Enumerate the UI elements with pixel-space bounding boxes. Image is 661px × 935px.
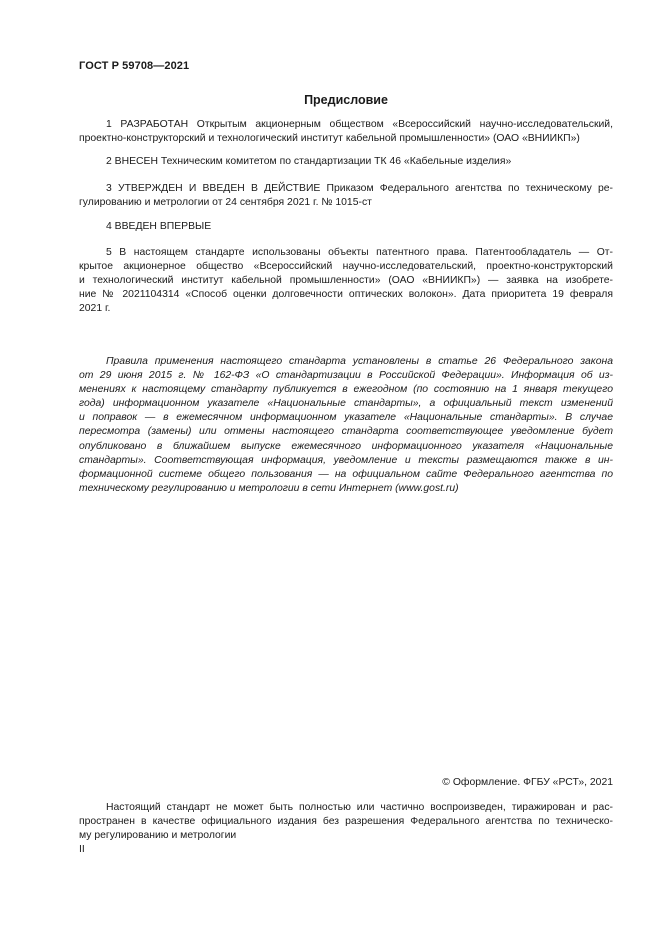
item-5-line-3: и технологический институт кабельной промышленности» (ОАО «ВНИИКП») — заявка на изобрете- [79,275,613,286]
notice-line-2: от 29 июня 2015 г. № 162-ФЗ «О стандартизации в Российской Федерации». Информация об из- [79,370,613,382]
foreword-item-4 [79,220,613,234]
page-number: II [79,844,85,855]
standard-code: ГОСТ Р 59708—2021 [79,60,190,72]
item-3-line-1: 3 УТВЕРЖДЕН И ВВЕДЕН В ДЕЙСТВИЕ Приказом Федерального агентства по техническому ре- [106,183,613,194]
notice-line-9: формационной системе общего пользования — на официальном сайте Федерального агентства по [79,468,613,480]
notice-line-4: года) информационном указателе «Национальные стандарты», а официальный текст изменений [79,398,613,410]
footer-line-2: пространен в качестве официального издания без разрешения Федерального агентства по техническо- [79,816,613,827]
foreword-item-5 [79,246,613,316]
item-5-line-2: крытое акционерное общество «Всероссийский научно-исследовательский, проектно-конструкторский [79,261,613,272]
foreword-item-3 [79,182,613,210]
foreword-item-2 [79,155,613,169]
reproduction-notice [79,801,613,843]
item-1-line-1: 1 РАЗРАБОТАН Открытым акционерным обществом «Всероссийский научно-исследовательский, [106,119,613,130]
notice-line-5: и поправок — в ежемесячном информационном указателе «Национальные стандарты». В случае [79,412,613,424]
footer-line-3: му регулированию и метрологии [79,830,237,841]
copyright-line: © Оформление. ФГБУ «РСТ», 2021 [442,777,613,788]
footer-line-1: Настоящий стандарт не может быть полностью или частично воспроизведен, тиражирован и рас- [106,802,613,813]
item-2-line-1: 2 ВНЕСЕН Техническим комитетом по стандартизации ТК 46 «Кабельные изделия» [106,156,512,167]
item-5-line-4: ние № 2021104314 «Способ оценки долговечности оптических волокон». Дата приоритета 19 февраля [79,289,613,300]
foreword-title: Предисловие [304,93,388,107]
notice-line-6: пересмотра (замены) или отмены настоящего стандарта соответствующее уведомление будет [79,426,613,438]
notice-line-8: стандарты». Соответствующая информация, уведомление и тексты размещаются также в ин- [79,454,613,466]
notice-line-3: менениях к настоящему стандарту публикуется в ежегодном (по состоянию на 1 января текущего [79,384,613,396]
item-3-line-2: гулированию и метрологии от 24 сентября 2021 г. № 1015-ст [79,197,372,208]
item-5-line-1: 5 В настоящем стандарте использованы объекты патентного права. Патентообладатель — От- [106,247,613,258]
item-1-line-2: проектно-конструкторский и технологический институт кабельной промышленности» (ОАО «ВНИИКП») [79,133,580,144]
notice-line-1: Правила применения настоящего стандарта установлены в статье 26 Федерального закона [106,356,613,367]
foreword-item-1 [79,118,613,146]
notice-line-7: опубликовано в ближайшем выпуске ежемесячного информационного указателя «Национальные [79,440,613,452]
item-5-line-5: 2021 г. [79,303,111,314]
notice-line-10: техническому регулированию и метрологии в сети Интернет (www.gost.ru) [79,482,459,494]
item-4-line-1: 4 ВВЕДЕН ВПЕРВЫЕ [106,221,212,232]
standard-application-notice [79,355,613,496]
